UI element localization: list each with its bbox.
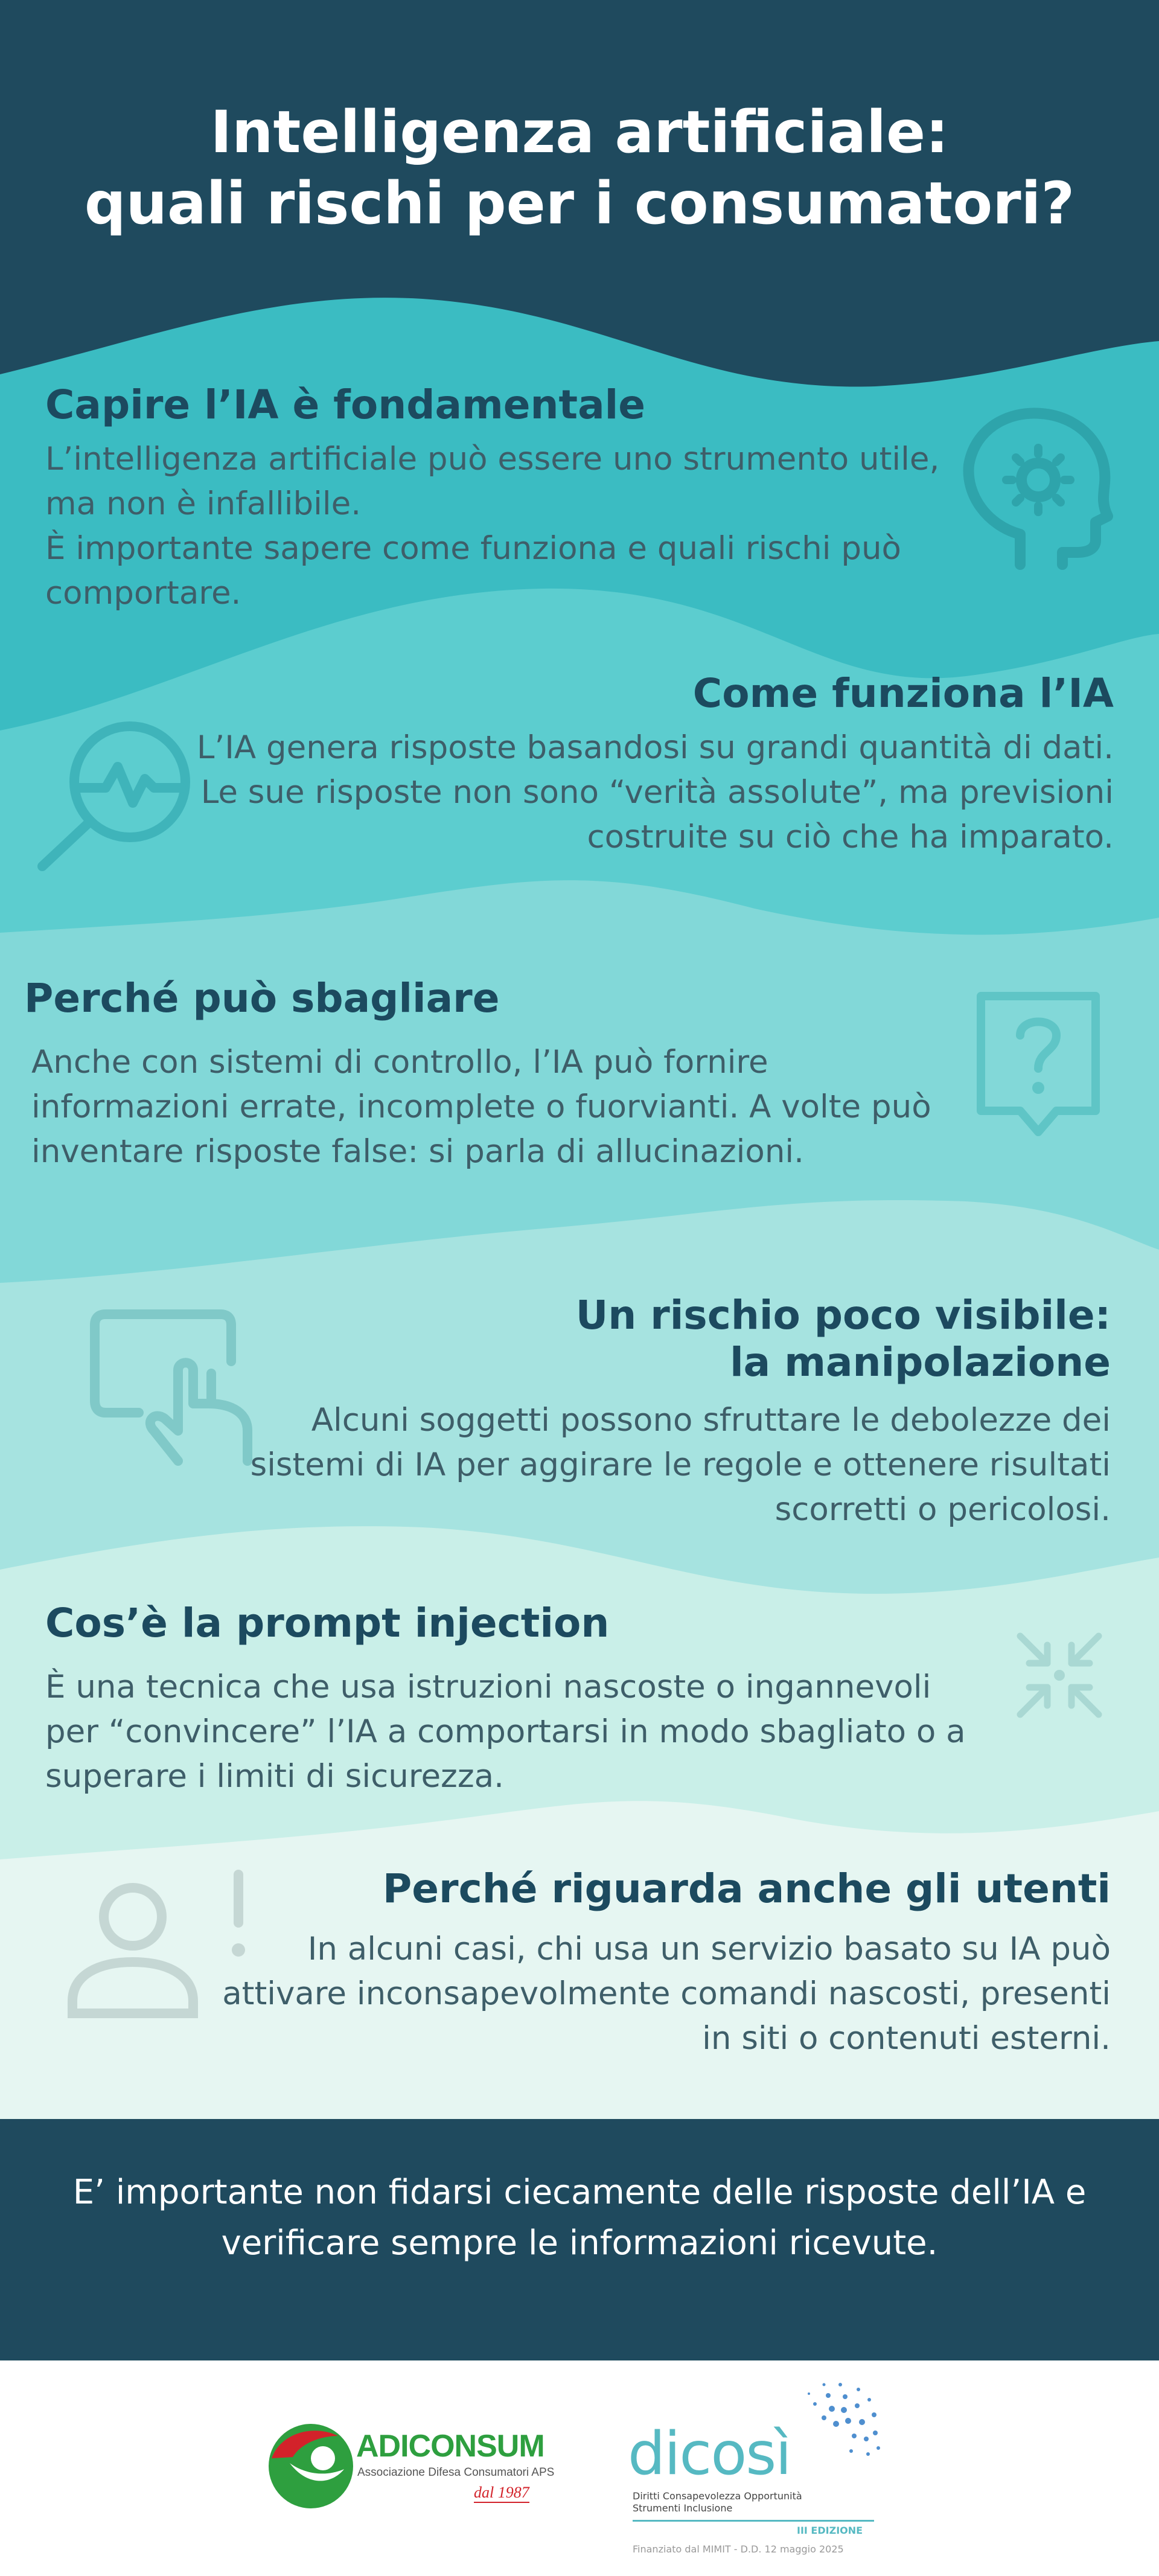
- section-heading: Come funziona l’IA: [692, 670, 1114, 717]
- section-heading: Perché riguarda anche gli utenti: [382, 1865, 1111, 1912]
- title-line-2: quali rischi per i consumatori?: [84, 170, 1075, 237]
- adiconsum-since: dal 1987: [474, 2484, 529, 2503]
- footer-line: E’ importante non fidarsi ciecamente delle risposte dell’IA e: [72, 2173, 1087, 2212]
- text-line: costruite su ciò che ha imparato.: [587, 819, 1114, 855]
- text-line: Alcuni soggetti possono sfruttare le debolezze dei: [311, 1402, 1111, 1439]
- title-line-1: Intelligenza artificiale:: [210, 98, 949, 166]
- user-alert-icon: [63, 1865, 257, 2022]
- section-heading: Cos’è la prompt injection: [45, 1600, 610, 1646]
- text-line: Le sue risposte non sono “verità assolute”, ma previsioni: [200, 774, 1114, 811]
- text-line: Anche con sistemi di controllo, l’IA può fornire: [31, 1044, 768, 1081]
- heading-line: Un rischio poco visibile:: [575, 1292, 1111, 1338]
- section-text: [45, 437, 963, 616]
- text-line: L’intelligenza artificiale può essere uno strumento utile,: [45, 441, 940, 478]
- text-line: scorretti o pericolosi.: [774, 1491, 1111, 1528]
- footer-line: verificare sempre le informazioni ricevute.: [221, 2223, 938, 2263]
- adiconsum-subtitle: Associazione Difesa Consumatori APS: [357, 2466, 555, 2479]
- section-users: [199, 1865, 1111, 2061]
- text-line: In alcuni casi, chi usa un servizio basato su IA può: [307, 1931, 1111, 1967]
- dotted-swirl-icon: [791, 2379, 881, 2469]
- head-gear-icon: [954, 404, 1117, 574]
- text-line: informazioni errate, incomplete o fuorvianti. A volte può: [31, 1088, 931, 1125]
- section-errors: [24, 975, 978, 1174]
- section-text: [45, 1665, 981, 1799]
- magnifier-pulse-icon: [33, 718, 202, 875]
- dicosi-funding: Finanziato dal MIMIT - D.D. 12 maggio 2025: [633, 2543, 844, 2555]
- section-text: [181, 726, 1114, 860]
- section-heading: Capire l’IA è fondamentale: [45, 382, 645, 428]
- page-title: [0, 97, 1159, 239]
- text-line: comportare.: [45, 575, 241, 612]
- heading-line: la manipolazione: [730, 1339, 1111, 1385]
- logo-bar: [0, 2360, 1159, 2576]
- section-heading: Perché può sbagliare: [24, 975, 500, 1021]
- footer-message: [0, 2167, 1159, 2269]
- text-line: per “convincere” l’IA a comportarsi in modo sbagliato o a: [45, 1713, 966, 1750]
- text-line: ma non è infallibile.: [45, 485, 362, 522]
- text-line: È una tecnica che usa istruzioni nascoste o ingannevoli: [45, 1669, 931, 1705]
- text-line: superare i limiti di sicurezza.: [45, 1758, 505, 1795]
- touch-hand-icon: [88, 1307, 260, 1467]
- adiconsum-emblem-icon: [266, 2421, 356, 2511]
- section-heading: [241, 1292, 1111, 1386]
- dicosi-edition: III EDIZIONE: [797, 2525, 863, 2536]
- section-manipulation: [241, 1292, 1111, 1532]
- text-line: inventare risposte false: si parla di allucinazioni.: [31, 1133, 804, 1170]
- section-how-it-works: [181, 670, 1114, 860]
- section-prompt-injection: [45, 1600, 981, 1799]
- dicosi-divider: [633, 2520, 874, 2522]
- text-line: attivare inconsapevolmente comandi nascosti, presenti: [222, 1975, 1111, 2012]
- adiconsum-logo: [266, 2421, 555, 2517]
- converge-arrows-icon: [1014, 1630, 1105, 1721]
- section-text: [241, 1398, 1111, 1532]
- dicosi-name: dicosì: [628, 2420, 791, 2488]
- text-line: in siti o contenuti esterni.: [702, 2020, 1111, 2057]
- text-line: L’IA genera risposte basandosi su grandi quantità di dati.: [196, 729, 1114, 766]
- tagline-line: Diritti Consapevolezza Opportunità: [633, 2490, 802, 2502]
- dicosi-logo: [628, 2379, 893, 2572]
- question-bubble-icon: [969, 984, 1108, 1141]
- tagline-line: Strumenti Inclusione: [633, 2502, 733, 2514]
- section-text: [199, 1927, 1111, 2061]
- dicosi-tagline: [633, 2490, 802, 2514]
- section-text: [24, 1040, 978, 1174]
- adiconsum-name: ADICONSUM: [356, 2429, 544, 2464]
- text-line: sistemi di IA per aggirare le regole e ottenere risultati: [250, 1446, 1111, 1483]
- section-understanding: [45, 382, 963, 616]
- text-line: È importante sapere come funziona e quali rischi può: [45, 530, 901, 567]
